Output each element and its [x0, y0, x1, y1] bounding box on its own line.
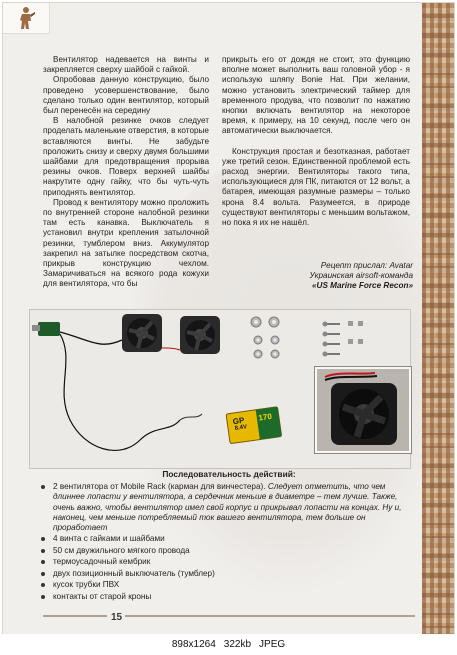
battery-voltage: 8.4V [234, 424, 248, 432]
footer-rule-right [125, 615, 415, 617]
list-item-text: 4 винта с гайками и шайбами [53, 534, 165, 544]
camouflage-stripe [422, 3, 455, 635]
article-column-right [222, 55, 410, 228]
credit-team-name: «US Marine Force Recon» [311, 281, 413, 291]
paragraph: прикрыть его от дождя не стоит, это функцию вполне может выполнить ваш головной убор - я использую шляпу Bonie Hat. При желании, можно установить электрический таймер для временного продува, что позволит по нажатию кнопки включать вентилятор на некоторое время, к примеру, на 10 секунд, после чего он автоматически выключается. [222, 55, 410, 136]
list-item [39, 592, 419, 602]
bullet-icon [41, 549, 45, 553]
page-number: 15 [111, 612, 123, 623]
bullet-icon [41, 572, 45, 576]
logo [3, 3, 50, 34]
credit-author: Рецепт прислал: Avatar [320, 261, 413, 270]
sequence-heading: Последовательность действий: [162, 469, 296, 479]
list-item-text: 50 см двужильного мягкого провода [53, 545, 190, 555]
footer-rule-left [43, 615, 107, 617]
list-item [39, 482, 419, 533]
paragraph: Вентилятор надевается на винты и закрепляется сверху шайбой с гайкой. [43, 55, 209, 75]
list-item [39, 569, 419, 579]
sequence-section [39, 469, 419, 603]
bullet-icon [41, 595, 45, 599]
list-item [39, 580, 419, 590]
bullet-icon [41, 537, 45, 541]
image-viewer-caption [0, 634, 457, 655]
list-item-text: двух позиционный выключатель (тумблер) [53, 568, 215, 578]
list-item-text: контакты от старой кроны [53, 591, 152, 601]
sequence-list [39, 482, 419, 602]
image-filesize: 322kb [223, 639, 252, 650]
paragraph: В налобной резинке очков следует проделать маленькие отверстия, в которые вставляются винты. Не забудьте проложить снизу и сверху двумя большими шайбами для предотвращения прорыва резины очков. Поверх верхней шайбы накрутите одну гайку, что бы чуть-чуть приподнять вентилятор. [43, 116, 209, 197]
article-column-left [43, 55, 209, 290]
list-item [39, 557, 419, 567]
bullet-icon [41, 485, 45, 489]
list-item-text: кусок трубки ПВХ [53, 580, 120, 590]
battery-brand: GP [232, 415, 245, 427]
fan-closeup-illustration [317, 369, 409, 451]
bullet-icon [41, 560, 45, 564]
credit-team: Украинская airsoft-команда [309, 271, 413, 281]
image-dimensions: 898x1264 [171, 639, 216, 650]
list-item [39, 546, 419, 556]
soldier-silhouette-icon [16, 6, 36, 30]
paragraph: Провод к вентилятору можно проложить по внутренней стороне налобной резинки там есть канавка. Выключатель я установил внутри крепления затылочной резинки, тумблером вниз. Аккумулятор закрепил на затылке посредством скотча, прикрыв конструкцию чехлом. Замаричиваться на всякого рода кожухи для вентилятора, что бы [43, 197, 209, 289]
image-format: JPEG [259, 639, 286, 650]
list-item [39, 534, 419, 544]
list-item-note: Следует отметить, что чем длиннее лопасти у вентилятора, а сердечник меньше в диаметре – тем лучше. Также, очень важно, чтобы вентилятор имел свой корпус и прикрывал лопасти на концах. Ну и, наконец, чем меньше потребляемый ток вашего вентилятора, тем дольше он проработает [53, 482, 402, 533]
recipe-credit [223, 261, 413, 292]
battery-capacity: 170 [257, 411, 273, 423]
bullet-icon [41, 583, 45, 587]
list-item-text: 2 вентилятора от Mobile Rack (карман для винчестера). [53, 482, 266, 492]
paragraph: Конструкция простая и безотказная, работает уже третий сезон. Единственной проблемой есть расход энергии. Вентиляторы такого типа, использующиеся для ПК, питаются от 12 вольт, а батарея, имеющая разумные размеры – только крона 8.4 вольта. Разумеется, в природе существуют вентиляторы с меньшим вольтажом, но пока я их не нашёл. [222, 146, 410, 228]
paragraph: Опробовав данную конструкцию, было проведено усовершенствование, было сделано только один вентилятор, который был перенесён на середину [43, 75, 209, 116]
list-item-text: термоусадочный кембрик [53, 557, 151, 567]
magazine-page [2, 2, 455, 636]
fan-closeup-photo [315, 367, 411, 453]
